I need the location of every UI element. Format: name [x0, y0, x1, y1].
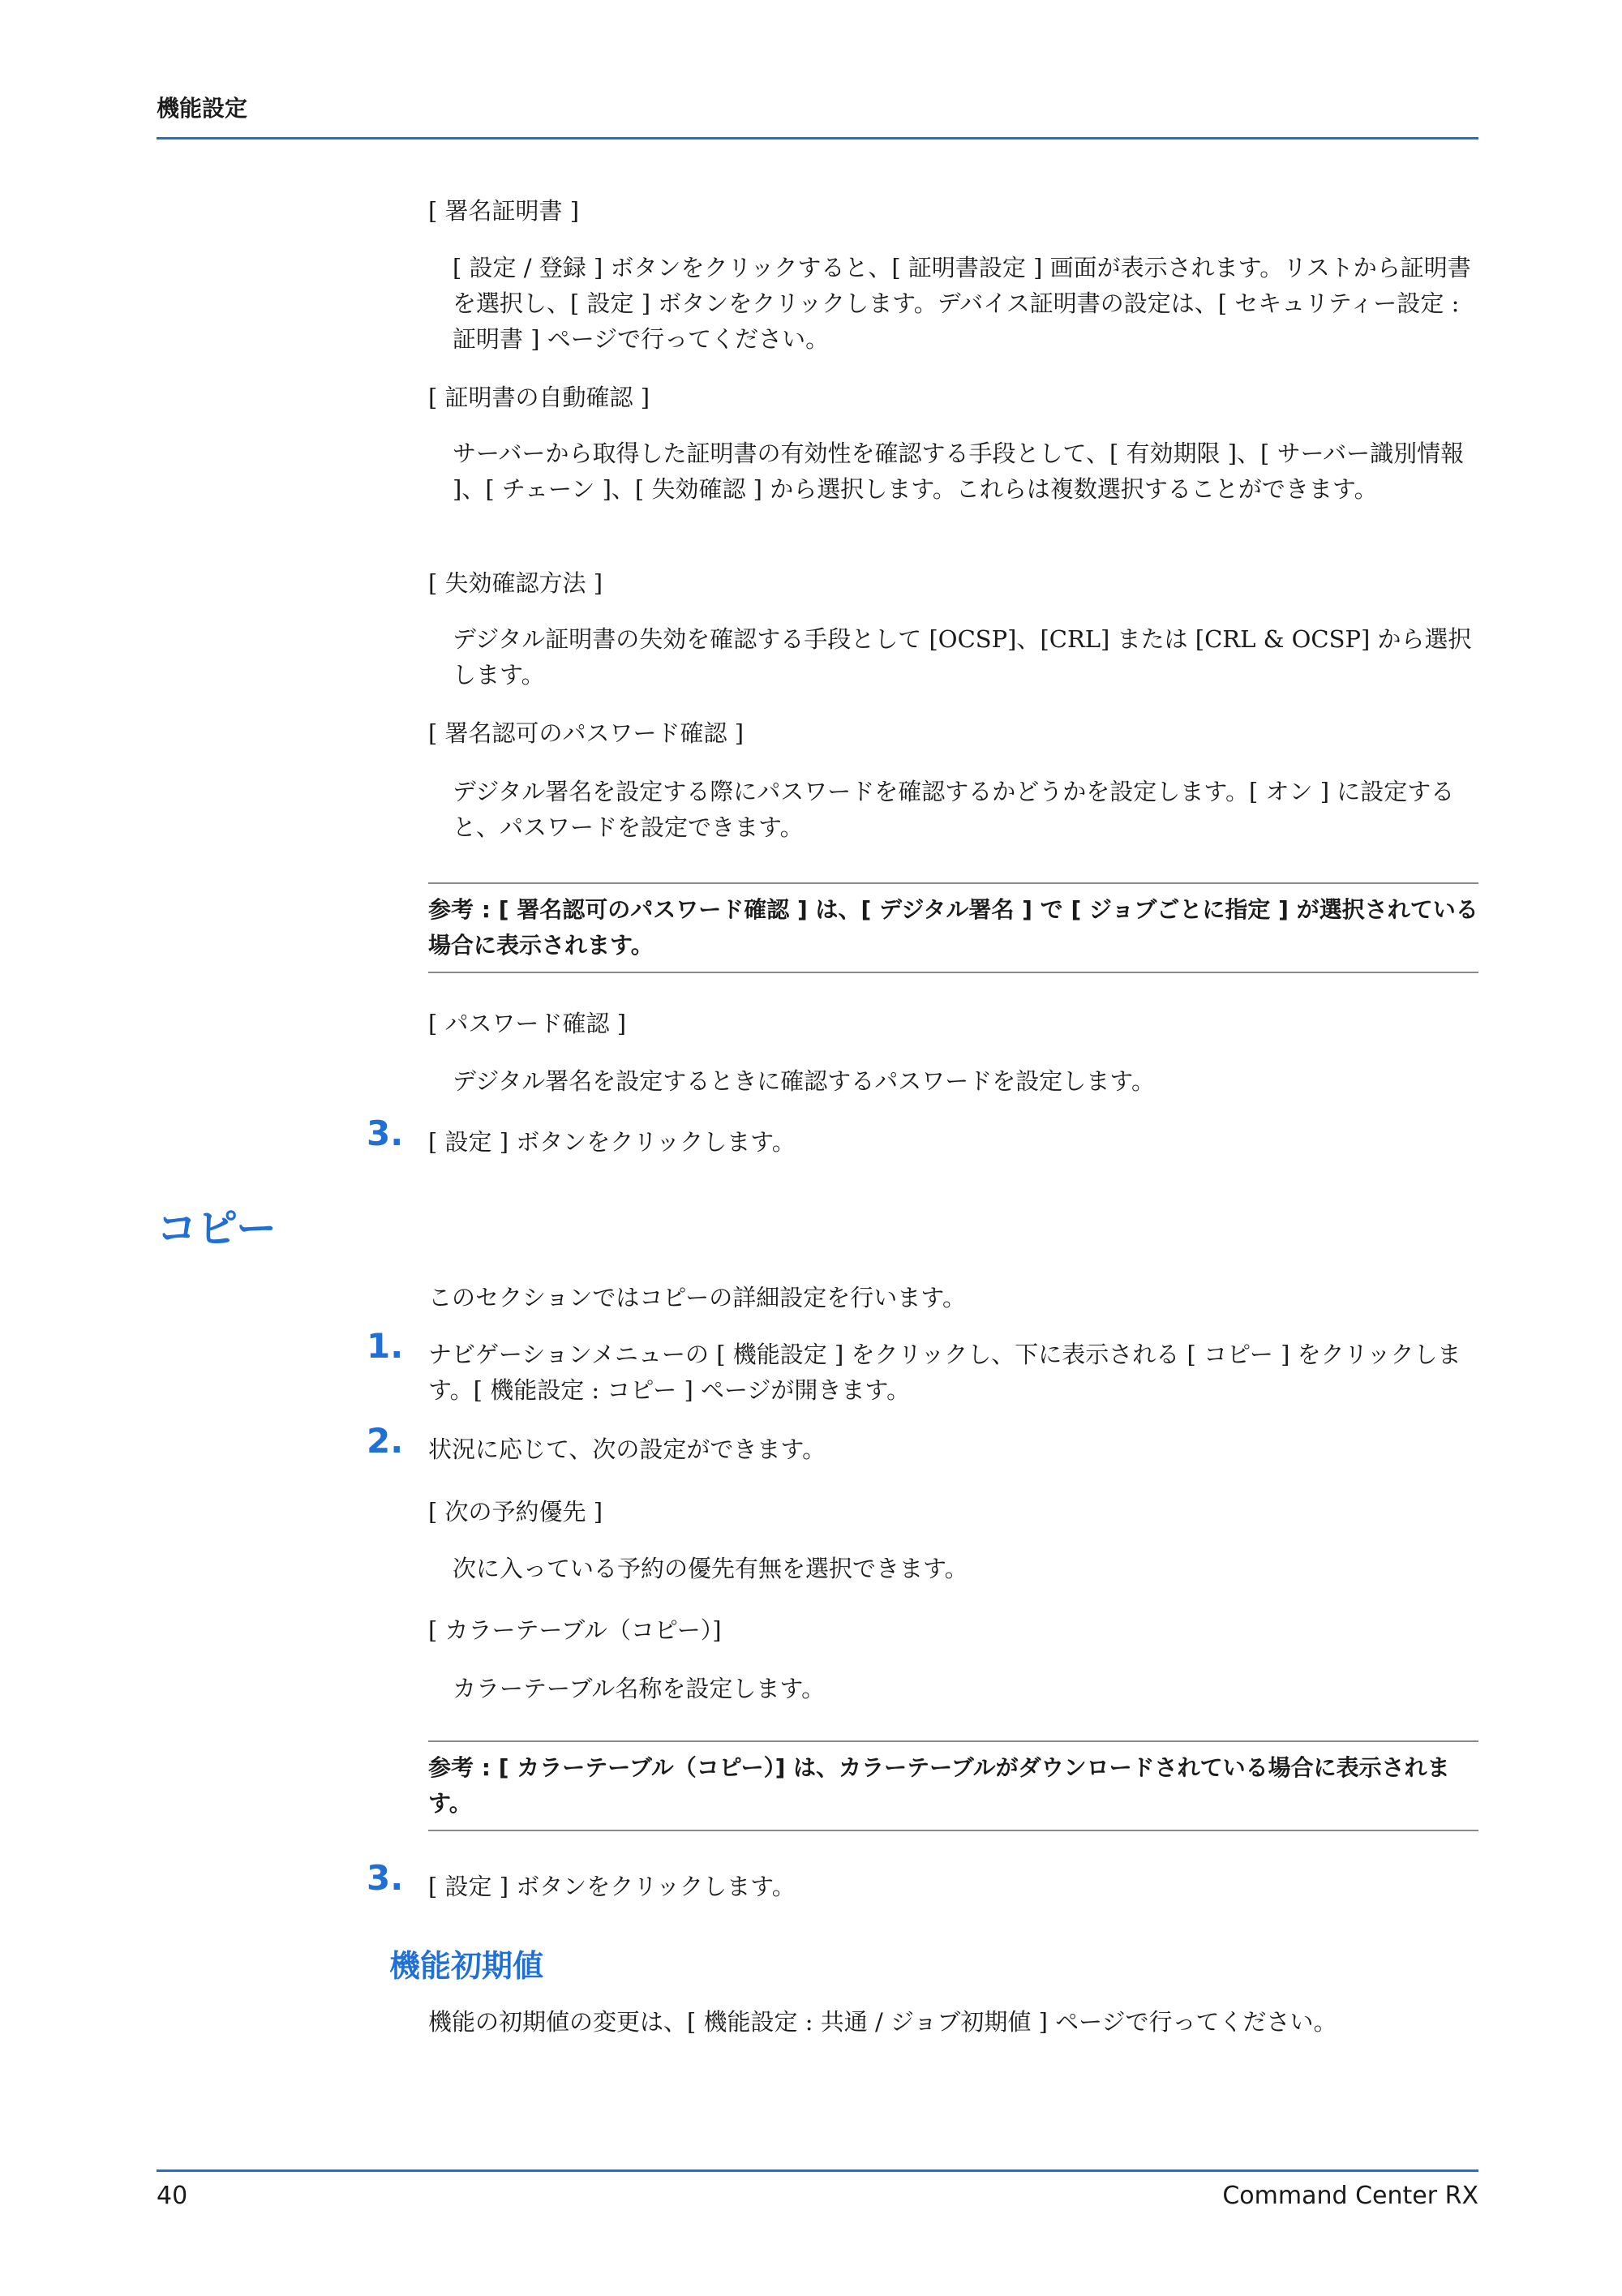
item-heading-auto-cert-check: [ 証明書の自動確認 ]: [428, 384, 650, 411]
footer-rule: [157, 2169, 1478, 2172]
page-number: 40: [157, 2182, 188, 2210]
item-desc-revocation-method: デジタル証明書の失効を確認する手段として [OCSP]、[CRL] または [CRL & OCSP] から選択します。: [453, 625, 1472, 689]
section-title-copy: コピー: [157, 1205, 277, 1252]
item-desc-signature-certificate: [ 設定 / 登録 ] ボタンをクリックすると、[ 証明書設定 ] 画面が表示されます。リストから証明書を選択し、[ 設定 ] ボタンをクリックします。デバイス証明書の設定は、[ セキュリティー設定 : 証明書 ] ページで行ってください。: [453, 254, 1471, 353]
running-header: 機能設定: [157, 95, 248, 122]
item-desc-auto-cert-check: サーバーから取得した証明書の有効性を確認する手段として、[ 有効期限 ]、[ サーバー識別情報 ]、[ チェーン ]、[ 失効確認 ] から選択します。これらは複数選択することができます。: [453, 440, 1465, 503]
step-number: 2.: [367, 1421, 404, 1461]
header-rule: [157, 137, 1478, 139]
item-heading-password-confirm: [ パスワード確認 ]: [428, 1010, 627, 1037]
note-sign-auth-password: 参考 : [ 署名認可のパスワード確認 ] は、[ デジタル署名 ] で [ ジョブごとに指定 ] が選択されている場合に表示されます。: [428, 882, 1478, 973]
step-number: 3.: [367, 1858, 404, 1898]
item-desc-password-confirm: デジタル署名を設定するときに確認するパスワードを設定します。: [453, 1067, 1155, 1095]
step-number: 3.: [367, 1114, 404, 1153]
note-color-table: 参考 : [ カラーテーブル（コピー）] は、カラーテーブルがダウンロードされている場合に表示されます。: [428, 1740, 1478, 1831]
item-desc-sign-auth-password: デジタル署名を設定する際にパスワードを確認するかどうかを設定します。[ オン ] に設定すると、パスワードを設定できます。: [453, 778, 1455, 841]
item-heading-signature-certificate: [ 署名証明書 ]: [428, 197, 580, 225]
item-heading-revocation-method: [ 失効確認方法 ]: [428, 569, 603, 597]
item-desc-color-table: カラーテーブル名称を設定します。: [453, 1675, 826, 1702]
copy-intro: このセクションではコピーの詳細設定を行います。: [428, 1284, 966, 1311]
footer-product-name: Command Center RX: [1222, 2182, 1478, 2210]
item-desc-next-reservation: 次に入っている予約の優先有無を選択できます。: [453, 1555, 968, 1582]
step-text: [ 設定 ] ボタンをクリックします。: [428, 1873, 796, 1900]
item-heading-sign-auth-password: [ 署名認可のパスワード確認 ]: [428, 719, 744, 747]
step-text: [ 設定 ] ボタンをクリックします。: [428, 1128, 796, 1156]
item-heading-color-table: [ カラーテーブル（コピー）]: [428, 1616, 722, 1644]
defaults-text: 機能の初期値の変更は、[ 機能設定 : 共通 / ジョブ初期値 ] ページで行ってください。: [428, 2008, 1337, 2036]
step-number: 1.: [367, 1326, 404, 1366]
step-text: 状況に応じて、次の設定ができます。: [428, 1436, 826, 1463]
subsection-title-defaults: 機能初期値: [389, 1948, 544, 1984]
step-text: ナビゲーションメニューの [ 機能設定 ] をクリックし、下に表示される [ コピー ] をクリックします。[ 機能設定 : コピー ] ページが開きます。: [428, 1341, 1461, 1404]
item-heading-next-reservation: [ 次の予約優先 ]: [428, 1498, 603, 1526]
